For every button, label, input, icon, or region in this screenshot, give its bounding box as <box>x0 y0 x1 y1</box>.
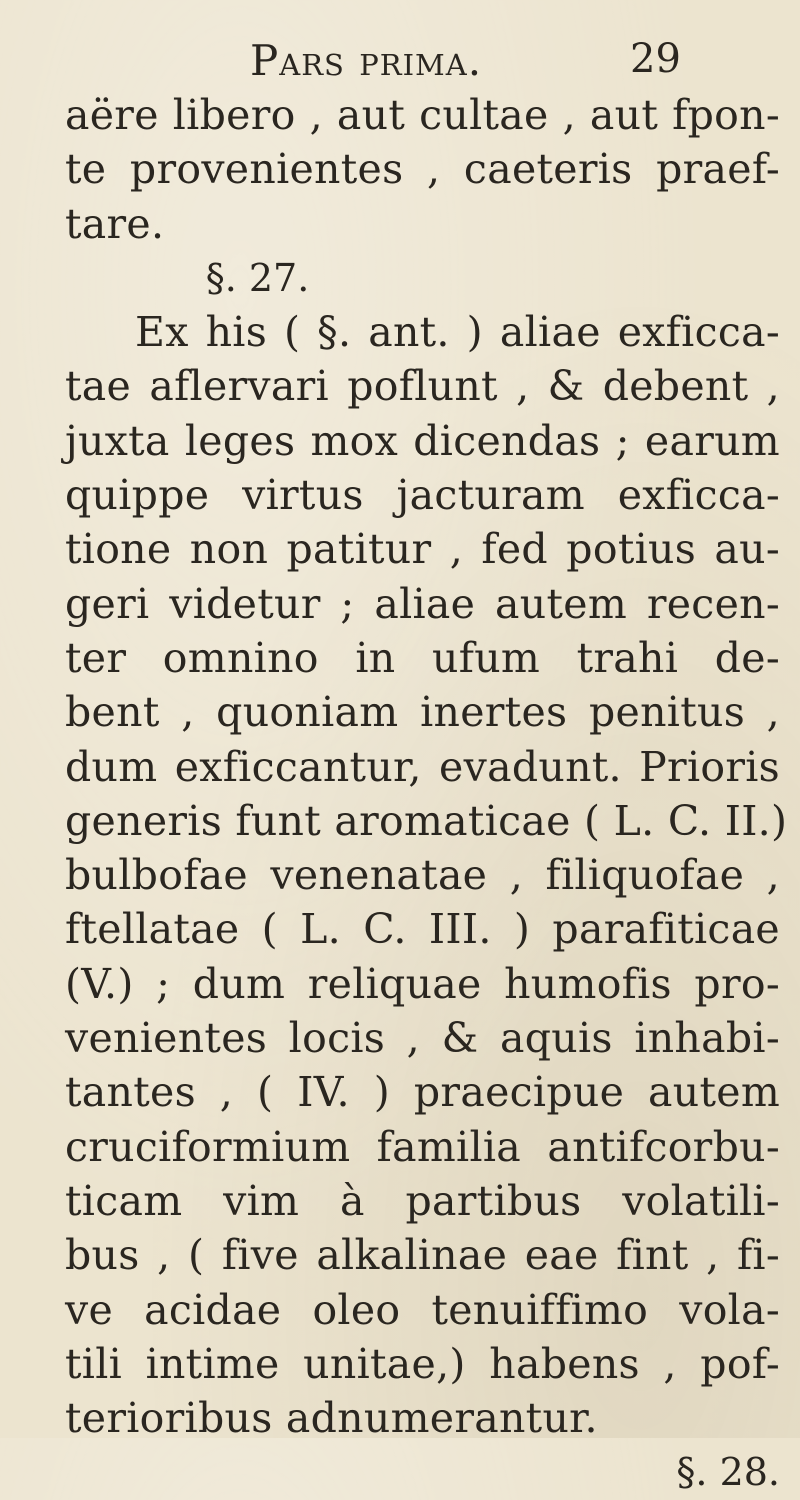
section-heading: §. 27. <box>205 255 310 300</box>
text-line: cruciformium familia antifcorbu- <box>65 1122 780 1171</box>
section-heading: §. 28. <box>676 1450 780 1495</box>
body-text <box>65 88 788 1500</box>
text-line: tare. <box>65 199 165 248</box>
page-number: 29 <box>630 36 681 82</box>
text-line: bulbofae venenatae , filiquofae , <box>65 851 780 900</box>
text-line: ftellatae ( L. C. III. ) parafiticae <box>65 905 780 954</box>
running-title: Pars prima. <box>250 36 483 85</box>
text-line: venientes locis , & aquis inhabi- <box>65 1014 780 1063</box>
text-line: ve acidae oleo tenuiffimo vola- <box>65 1285 780 1334</box>
text-line: terioribus adnumerantur. <box>65 1394 598 1443</box>
text-line: te provenientes , caeteris praef- <box>65 145 780 194</box>
text-line: ter omnino in ufum trahi de- <box>65 633 780 682</box>
text-line: tione non patitur , fed potius au- <box>65 525 780 574</box>
text-line: (V.) ; dum reliquae humofis pro- <box>65 959 780 1008</box>
text-line: quippe virtus jacturam exficca- <box>65 471 780 520</box>
text-line: bent , quoniam inertes penitus , <box>65 688 780 737</box>
running-head <box>0 36 800 86</box>
text-line: bus , ( five alkalinae eae fint , fi- <box>65 1231 780 1280</box>
text-line: tae aflervari poflunt , & debent , <box>65 362 780 411</box>
text-line: aëre libero , aut cultae , aut fpon- <box>65 91 780 139</box>
text-line: juxta leges mox dicendas ; earum <box>65 416 780 465</box>
text-line: dum exficcantur, evadunt. Prioris <box>65 742 780 791</box>
text-line: tantes , ( IV. ) praecipue autem <box>65 1068 780 1117</box>
text-line: Ex his ( §. ant. ) aliae exficca- <box>135 308 780 357</box>
text-line: geri videtur ; aliae autem recen- <box>65 579 780 628</box>
text-line: tili intime unitae,) habens , pof- <box>65 1339 780 1388</box>
text-line: ticam vim à partibus volatili- <box>65 1176 780 1225</box>
text-line: generis funt aromaticae ( L. C. II.) <box>65 796 788 845</box>
